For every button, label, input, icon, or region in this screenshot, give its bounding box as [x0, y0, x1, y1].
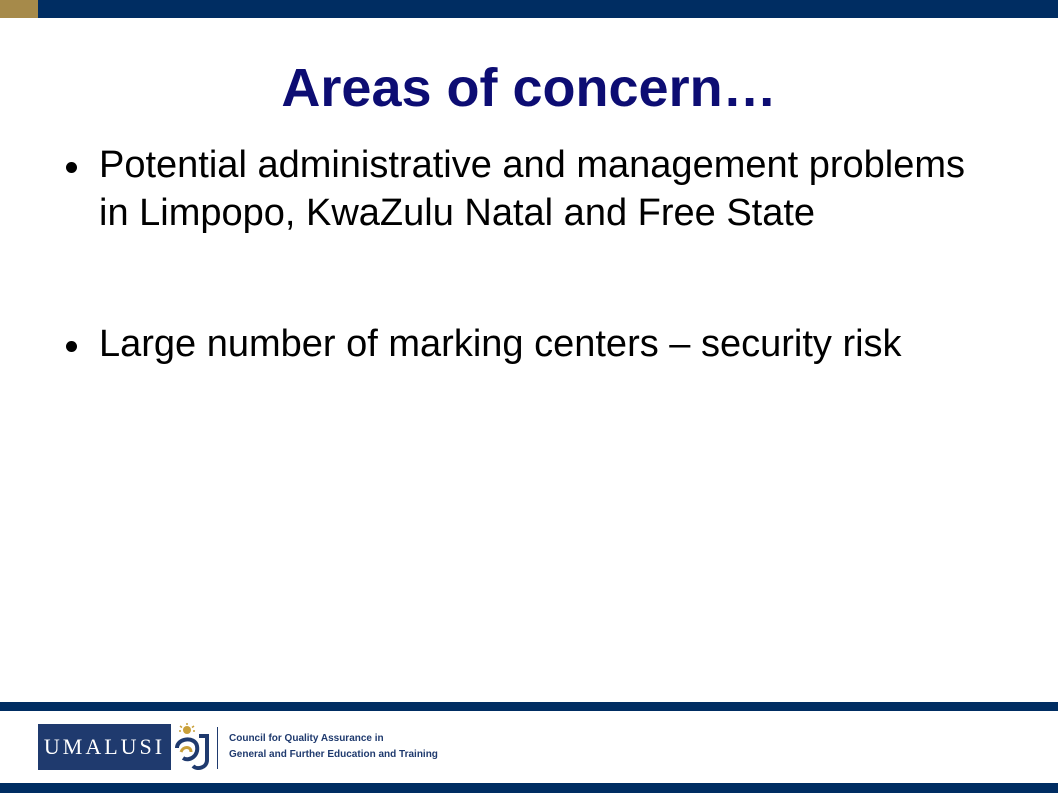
footer-bottom-rule	[0, 783, 1058, 793]
bullet-dot-icon	[66, 341, 77, 352]
bullet-item	[99, 141, 999, 237]
council-line-2: General and Further Education and Training	[229, 749, 438, 760]
slide-title: Areas of concern…	[281, 58, 777, 118]
bullet-text: Large number of marking centers – security risk	[99, 323, 902, 365]
footer-top-rule	[0, 702, 1058, 711]
council-name	[229, 731, 438, 763]
logo-divider	[217, 727, 218, 769]
top-gold-accent	[0, 0, 38, 18]
bullet-text: Potential administrative and management problems in Limpopo, KwaZulu Natal and Free State	[99, 144, 966, 234]
bullet-dot-icon	[66, 162, 77, 173]
bullet-item	[99, 320, 999, 368]
council-line-1: Council for Quality Assurance in	[229, 733, 384, 744]
top-banner-bar	[0, 0, 1058, 18]
umalusi-logo: UMALUSI	[38, 724, 171, 770]
umalusi-emblem-icon	[171, 722, 213, 772]
